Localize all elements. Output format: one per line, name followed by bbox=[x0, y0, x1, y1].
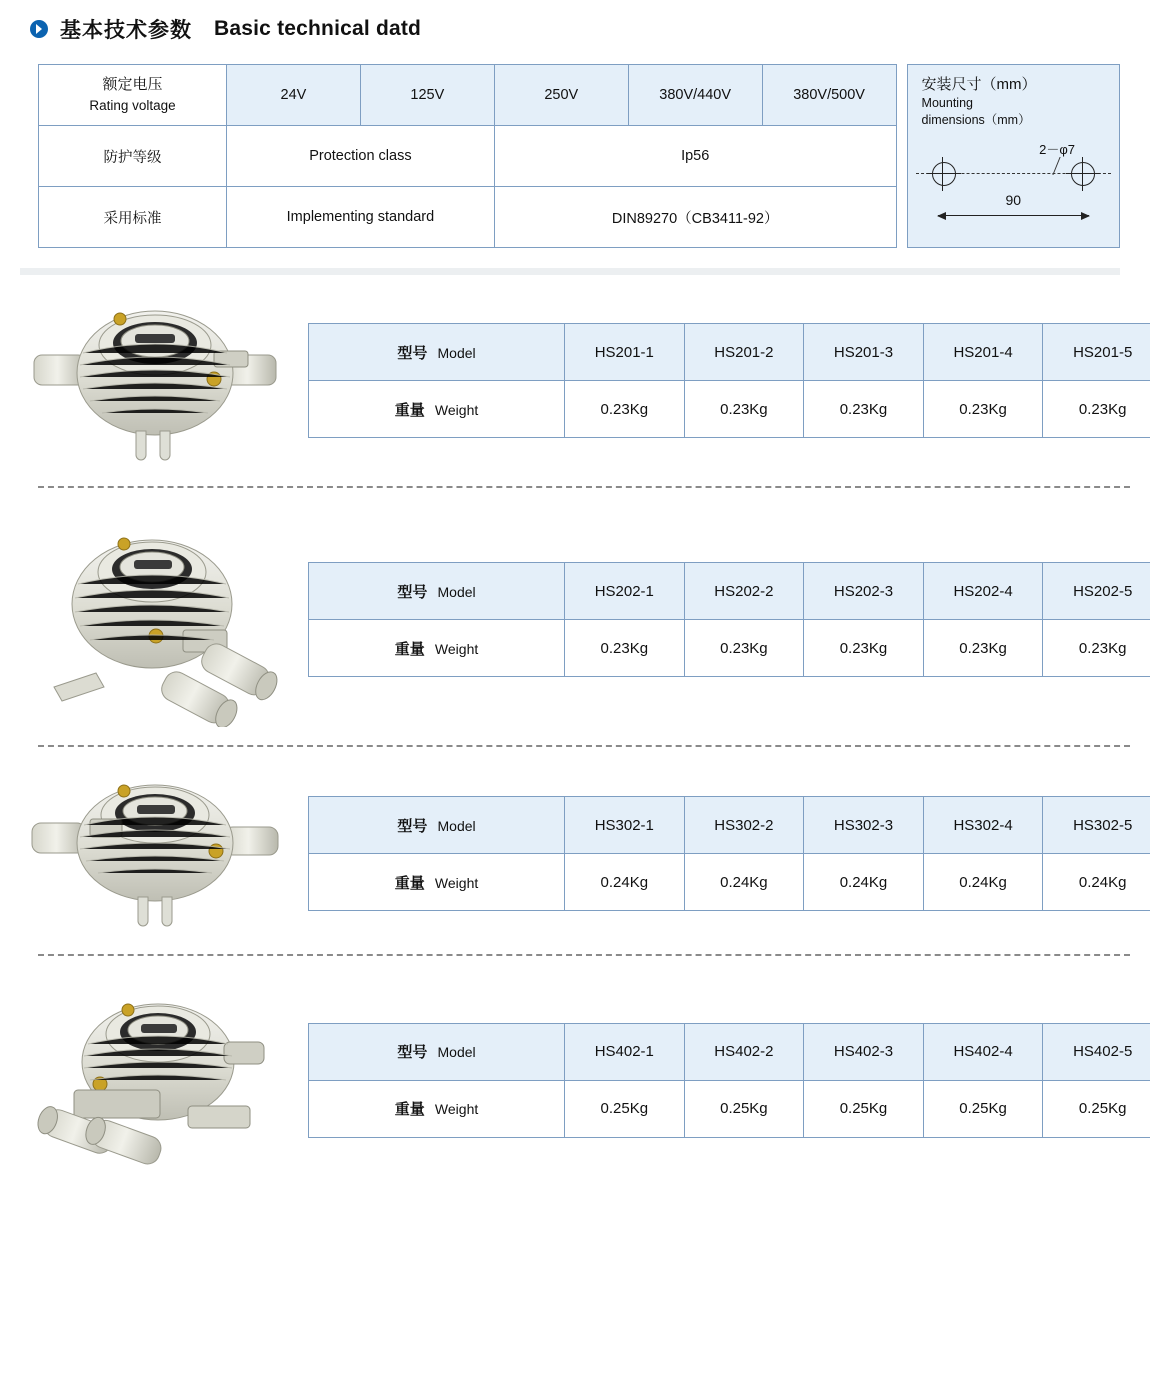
model-value: HS202-4 bbox=[923, 563, 1043, 620]
model-weight-table-hs302 bbox=[308, 796, 1150, 911]
model-label-cell: 型号 Model bbox=[309, 1023, 565, 1080]
model-weight-table-hs202 bbox=[308, 562, 1150, 677]
model-value: HS302-1 bbox=[565, 797, 685, 854]
row-label-standard-en: Implementing standard bbox=[227, 187, 495, 248]
weight-value: 0.25Kg bbox=[804, 1080, 924, 1137]
model-value: HS201-2 bbox=[684, 324, 804, 381]
product-separator-2 bbox=[0, 727, 1150, 765]
model-value: HS201-3 bbox=[804, 324, 924, 381]
model-value: HS402-4 bbox=[923, 1023, 1043, 1080]
table-row bbox=[309, 1023, 1150, 1080]
mounting-hole-right bbox=[1071, 162, 1095, 186]
specification-section bbox=[38, 64, 1120, 248]
product-section-hs201 bbox=[0, 293, 1150, 468]
mounting-title: 安装尺寸（mm） Mounting dimensions（mm） bbox=[921, 76, 1037, 128]
mounting-diagram bbox=[908, 137, 1119, 247]
model-value: HS402-1 bbox=[565, 1023, 685, 1080]
model-weight-table-hs402 bbox=[308, 1023, 1150, 1138]
model-value: HS202-3 bbox=[804, 563, 924, 620]
table-row-protection-class bbox=[39, 126, 897, 187]
weight-value: 0.23Kg bbox=[565, 620, 685, 677]
weight-label-cell: 重量 Weight bbox=[309, 854, 565, 911]
model-value: HS302-4 bbox=[923, 797, 1043, 854]
voltage-value: 250V bbox=[494, 65, 628, 126]
hole-spec-label: 2－φ7 bbox=[1039, 142, 1075, 157]
device-illustration bbox=[28, 980, 283, 1180]
row-label-protection-cn: 防护等级 bbox=[39, 126, 227, 187]
weight-label-cell: 重量 Weight bbox=[309, 620, 565, 677]
product-section-hs202 bbox=[0, 512, 1150, 727]
device-illustration bbox=[28, 293, 283, 468]
standard-value: DIN89270（CB3411‐92） bbox=[494, 187, 896, 248]
weight-value: 0.23Kg bbox=[1043, 620, 1150, 677]
section-divider bbox=[20, 268, 1120, 275]
product-section-hs402 bbox=[0, 980, 1150, 1180]
protection-class-value: Ip56 bbox=[494, 126, 896, 187]
weight-value: 0.23Kg bbox=[923, 381, 1043, 438]
voltage-value: 24V bbox=[227, 65, 361, 126]
basic-technical-data-table bbox=[38, 64, 897, 248]
product-separator-3 bbox=[0, 936, 1150, 974]
device-illustration bbox=[28, 512, 283, 727]
table-row-rating-voltage bbox=[39, 65, 897, 126]
model-value: HS202-2 bbox=[684, 563, 804, 620]
weight-value: 0.24Kg bbox=[1043, 854, 1150, 911]
weight-value: 0.23Kg bbox=[684, 381, 804, 438]
dimension-line bbox=[938, 215, 1089, 216]
table-row-implementing-standard bbox=[39, 187, 897, 248]
product-section-hs302 bbox=[0, 771, 1150, 936]
page-title-en: Basic technical datd bbox=[214, 17, 422, 40]
table-row bbox=[309, 324, 1150, 381]
junction-box-hs402-photo bbox=[20, 980, 290, 1180]
model-value: HS202-1 bbox=[565, 563, 685, 620]
weight-value: 0.23Kg bbox=[684, 620, 804, 677]
model-weight-table-hs201 bbox=[308, 323, 1150, 438]
weight-label-cell: 重量 Weight bbox=[309, 381, 565, 438]
model-value: HS201-4 bbox=[923, 324, 1043, 381]
row-label-protection-en: Protection class bbox=[227, 126, 495, 187]
weight-value: 0.23Kg bbox=[804, 620, 924, 677]
row-label-standard-cn: 采用标准 bbox=[39, 187, 227, 248]
weight-value: 0.24Kg bbox=[804, 854, 924, 911]
junction-box-hs202-photo bbox=[20, 512, 290, 727]
table-row bbox=[309, 620, 1150, 677]
weight-value: 0.25Kg bbox=[1043, 1080, 1150, 1137]
weight-value: 0.23Kg bbox=[565, 381, 685, 438]
table-row bbox=[309, 1080, 1150, 1137]
voltage-value: 125V bbox=[360, 65, 494, 126]
model-value: HS402-2 bbox=[684, 1023, 804, 1080]
model-value: HS201-5 bbox=[1043, 324, 1150, 381]
device-illustration bbox=[28, 771, 283, 936]
weight-value: 0.23Kg bbox=[1043, 381, 1150, 438]
model-label-cell: 型号 Model bbox=[309, 563, 565, 620]
product-separator-1 bbox=[0, 468, 1150, 506]
model-value: HS302-5 bbox=[1043, 797, 1150, 854]
junction-box-hs302-photo bbox=[20, 771, 290, 936]
weight-value: 0.23Kg bbox=[804, 381, 924, 438]
model-value: HS302-3 bbox=[804, 797, 924, 854]
page-title-cn: 基本技术参数 bbox=[60, 19, 192, 42]
play-bullet-icon bbox=[30, 20, 48, 38]
weight-value: 0.25Kg bbox=[684, 1080, 804, 1137]
weight-value: 0.24Kg bbox=[923, 854, 1043, 911]
dashed-divider bbox=[38, 954, 1130, 956]
weight-value: 0.23Kg bbox=[923, 620, 1043, 677]
row-label-rating-voltage: 额定电压 Rating voltage bbox=[39, 65, 227, 126]
junction-box-hs201-photo bbox=[20, 293, 290, 468]
model-value: HS202-5 bbox=[1043, 563, 1150, 620]
weight-value: 0.24Kg bbox=[684, 854, 804, 911]
page-title bbox=[0, 0, 1150, 54]
model-value: HS402-5 bbox=[1043, 1023, 1150, 1080]
model-label-cell: 型号 Model bbox=[309, 324, 565, 381]
mounting-hole-left bbox=[932, 162, 956, 186]
model-value: HS302-2 bbox=[684, 797, 804, 854]
weight-value: 0.25Kg bbox=[565, 1080, 685, 1137]
model-value: HS402-3 bbox=[804, 1023, 924, 1080]
weight-label-cell: 重量 Weight bbox=[309, 1080, 565, 1137]
table-row bbox=[309, 797, 1150, 854]
weight-value: 0.24Kg bbox=[565, 854, 685, 911]
model-value: HS201-1 bbox=[565, 324, 685, 381]
table-row bbox=[309, 563, 1150, 620]
dashed-divider bbox=[38, 486, 1130, 488]
mounting-dimensions-panel bbox=[907, 64, 1120, 248]
dashed-divider bbox=[38, 745, 1130, 747]
dimension-label: 90 bbox=[1005, 192, 1022, 208]
weight-value: 0.25Kg bbox=[923, 1080, 1043, 1137]
model-label-cell: 型号 Model bbox=[309, 797, 565, 854]
table-row bbox=[309, 381, 1150, 438]
voltage-value: 380V/440V bbox=[628, 65, 762, 126]
table-row bbox=[309, 854, 1150, 911]
voltage-value: 380V/500V bbox=[762, 65, 896, 126]
